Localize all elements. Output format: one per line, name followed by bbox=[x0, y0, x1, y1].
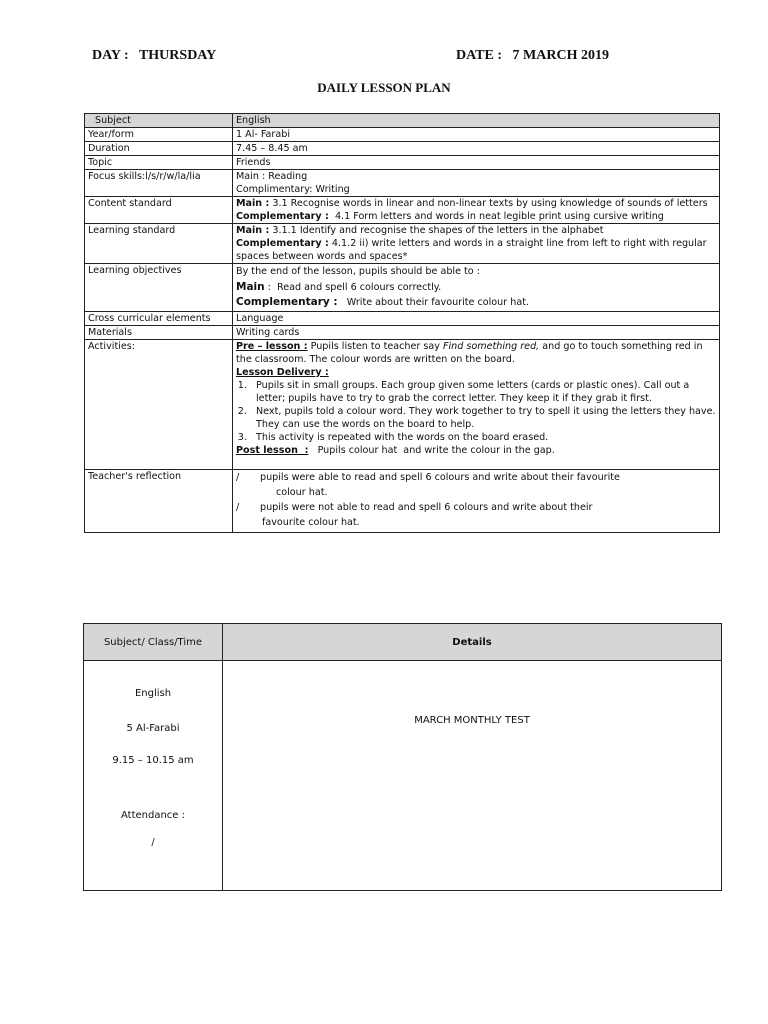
learning-standard-value bbox=[233, 224, 720, 264]
duration-value: 7.45 – 8.45 am bbox=[233, 142, 720, 156]
learning-objectives-value bbox=[233, 264, 720, 312]
page-title: DAILY LESSON PLAN bbox=[317, 80, 451, 95]
attendance-label: Attendance : bbox=[120, 810, 185, 821]
list-item: 1. Pupils sit in small groups. Each group given some letters (cards or plastic ones). Call out a letter; pupils have to try to grab the correct letter. They keep it if they grab it first. bbox=[250, 379, 716, 405]
row-learning-standard bbox=[85, 224, 720, 264]
learning-objectives-label: Learning objectives bbox=[85, 264, 233, 312]
focus-value bbox=[233, 170, 720, 197]
learning-main-label: Main : bbox=[236, 225, 270, 236]
schedule-class-cell bbox=[84, 661, 223, 891]
attendance-value: / bbox=[151, 837, 155, 848]
reflection-label: Teacher's reflection bbox=[85, 469, 233, 532]
pre-lesson-text-b: and go to touch something red in the classroom. The colour words are written on the board. bbox=[236, 340, 703, 365]
schedule-col1-header: Subject/ Class/Time bbox=[84, 624, 223, 661]
delivery-steps bbox=[236, 379, 716, 444]
duration-label: Duration bbox=[85, 142, 233, 156]
content-comp-text: 4.1 Form letters and words in neat legible print using cursive writing bbox=[328, 211, 664, 222]
year-form-label: Year/form bbox=[85, 128, 233, 142]
row-subject bbox=[85, 114, 720, 128]
objectives-main-label: Main bbox=[236, 280, 265, 293]
row-learning-objectives bbox=[85, 264, 720, 312]
cross-curricular-value: Language bbox=[233, 311, 720, 325]
date-label: DATE : bbox=[456, 48, 503, 63]
content-standard-value bbox=[233, 197, 720, 224]
learning-main-text: 3.1.1 Identify and recognise the shapes of the letters in the alphabet bbox=[269, 225, 604, 236]
content-main-label: Main : bbox=[236, 198, 270, 209]
topic-value: Friends bbox=[233, 156, 720, 170]
row-cross-curricular bbox=[85, 311, 720, 325]
learning-comp-label: Complementary : bbox=[236, 238, 329, 249]
learning-standard-label: Learning standard bbox=[85, 224, 233, 264]
reflection-value bbox=[233, 469, 720, 532]
content-main-text: 3.1 Recognise words in linear and non-linear texts by using knowledge of sounds of letters bbox=[269, 198, 708, 209]
pre-lesson-label: Pre – lesson : bbox=[236, 340, 308, 352]
year-form-value: 1 Al- Farabi bbox=[233, 128, 720, 142]
row-focus bbox=[85, 170, 720, 197]
post-lesson-text: Pupils colour hat and write the colour in the gap. bbox=[308, 444, 555, 456]
materials-label: Materials bbox=[85, 325, 233, 339]
reflection-mark-1: / bbox=[236, 471, 240, 483]
schedule-details-cell bbox=[223, 661, 722, 891]
reflection-line-2-cont: favourite colour hat. bbox=[262, 516, 360, 528]
reflection-line-1: pupils were able to read and spell 6 colours and write about their favourite bbox=[260, 471, 620, 483]
row-activities bbox=[85, 339, 720, 469]
date-value: 7 MARCH 2019 bbox=[512, 48, 609, 63]
row-duration bbox=[85, 142, 720, 156]
schedule-row bbox=[84, 661, 722, 891]
reflection-line-2: pupils were not able to read and spell 6 colours and write about their bbox=[260, 501, 593, 513]
schedule-header-row bbox=[84, 624, 722, 661]
content-comp-label: Complementary : bbox=[236, 211, 329, 222]
schedule-table bbox=[83, 623, 722, 891]
pre-lesson-text-a: Pupils listen to teacher say bbox=[307, 340, 443, 352]
subject-label: Subject bbox=[85, 114, 233, 128]
learning-comp-text: 4.1.2 ii) write letters and words in a straight line from left to right with regular spaces between words and spaces* bbox=[236, 238, 707, 262]
row-content-standard bbox=[85, 197, 720, 224]
focus-label: Focus skills:l/s/r/w/la/lia bbox=[85, 170, 233, 197]
day-value: THURSDAY bbox=[138, 48, 217, 63]
activities-value bbox=[233, 339, 720, 469]
topic-label: Topic bbox=[85, 156, 233, 170]
day-heading bbox=[92, 48, 216, 64]
schedule-details: MARCH MONTHLY TEST bbox=[414, 715, 530, 726]
schedule-subject: English bbox=[134, 688, 172, 699]
objectives-main-text: : Read and spell 6 colours correctly. bbox=[264, 281, 442, 293]
objectives-comp-text: Write about their favourite colour hat. bbox=[337, 297, 530, 308]
pre-lesson-italic: Find something red, bbox=[442, 340, 540, 352]
schedule-col2-header: Details bbox=[223, 624, 722, 661]
focus-complimentary: Complimentary: Writing bbox=[236, 184, 350, 195]
row-topic bbox=[85, 156, 720, 170]
post-lesson-label: Post lesson : bbox=[236, 444, 309, 456]
schedule-class: 5 Al-Farabi bbox=[126, 723, 180, 734]
lesson-plan-table bbox=[84, 113, 720, 533]
reflection-mark-2: / bbox=[236, 501, 240, 513]
activities-label: Activities: bbox=[85, 339, 233, 469]
list-item: 3. This activity is repeated with the words on the board erased. bbox=[250, 431, 716, 444]
content-standard-label: Content standard bbox=[85, 197, 233, 224]
row-materials bbox=[85, 325, 720, 339]
day-label: DAY : bbox=[92, 48, 129, 63]
reflection-line-1-cont: colour hat. bbox=[276, 486, 328, 498]
row-year-form bbox=[85, 128, 720, 142]
cross-curricular-label: Cross curricular elements bbox=[85, 311, 233, 325]
subject-value: English bbox=[233, 114, 720, 128]
date-heading bbox=[456, 48, 609, 64]
lesson-delivery-label: Lesson Delivery : bbox=[236, 366, 329, 378]
schedule-time: 9.15 – 10.15 am bbox=[112, 755, 194, 766]
row-reflection bbox=[85, 469, 720, 532]
list-item: 2. Next, pupils told a colour word. They work together to try to spell it using the letters they have. They can use the words on the board to help. bbox=[250, 405, 716, 431]
focus-main: Main : Reading bbox=[236, 171, 308, 182]
materials-value: Writing cards bbox=[233, 325, 720, 339]
objectives-comp-label: Complementary : bbox=[236, 296, 338, 308]
objectives-intro: By the end of the lesson, pupils should be able to : bbox=[236, 266, 480, 277]
